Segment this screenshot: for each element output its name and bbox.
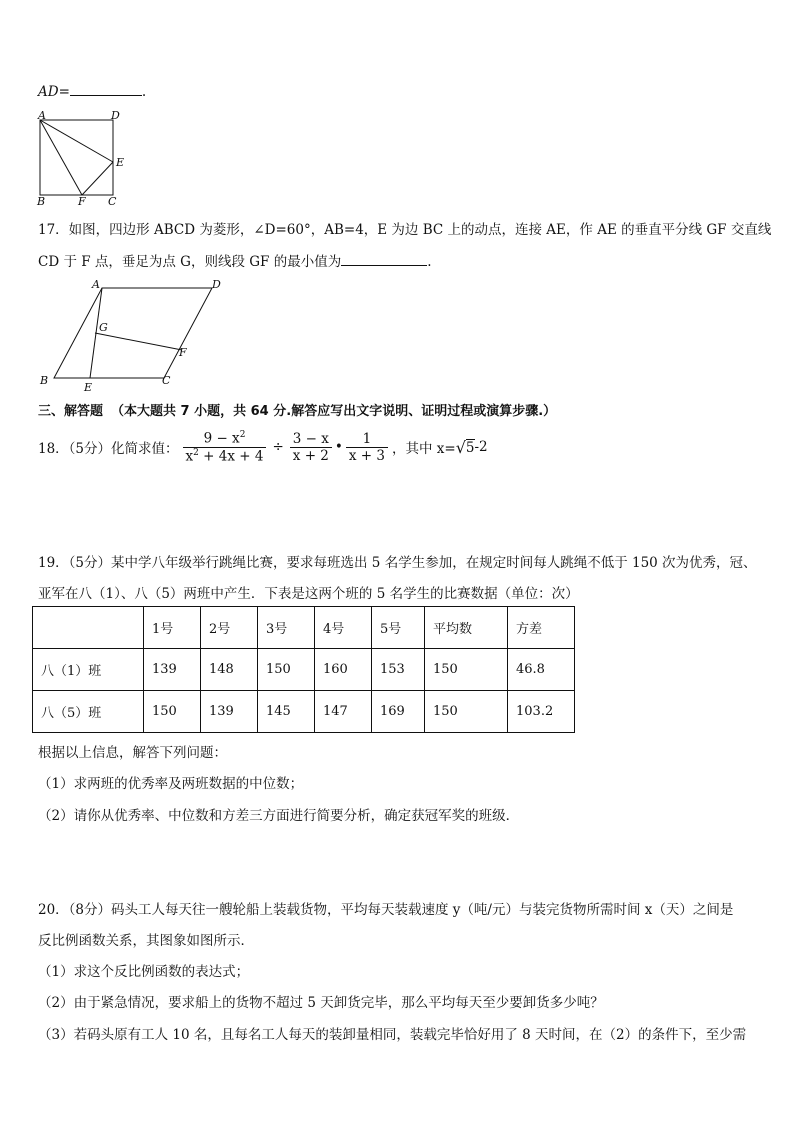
section-title: 三、解答题 [38,404,104,419]
segment-af [40,120,82,195]
q19-line2: 亚军在八（1）、八（5）两班中产生．下表是这两个班的 5 名学生的比赛数据（单位：次） [38,586,579,602]
segment-ef [82,162,113,195]
q18-fraction-3 [346,431,388,464]
q18-frac1-denominator: $x^2 + 4x + 4$ [183,447,267,465]
table-cell: 八（5）班 [33,691,144,733]
q20-subquestion-1: （1）求这个反比例函数的表达式； [38,964,250,980]
q17-line2-text: CD 于 F 点，垂足为点 G，则线段 GF 的最小值为 [38,254,342,270]
q18-divide-sign: ÷ [272,439,284,455]
label-e: E [116,156,125,169]
table-header-cell [33,607,144,649]
label-d: D [212,278,221,291]
table-header-cell: 平均数 [425,607,508,649]
q16-answer-line [38,83,146,100]
label-f: F [179,346,187,359]
table-cell: 145 [258,691,315,733]
q18-expression [38,430,488,464]
q18-frac1-numerator: $9 - x^2$ [203,430,246,447]
q16-period: . [141,84,147,100]
table-header-cell: 方差 [508,607,575,649]
segment-gf [95,333,182,350]
q18-fraction-2 [290,431,332,464]
q18-sqrt-value: 5 [465,439,475,456]
square-outline [40,120,113,195]
table-cell: 46.8 [508,649,575,691]
table-header-cell: 4号 [315,607,372,649]
label-c: C [108,195,117,205]
table-cell: 147 [315,691,372,733]
label-b: B [37,195,46,205]
table-cell: 169 [372,691,425,733]
label-d: D [111,110,120,122]
q19-line1: 19．（5分）某中学八年级举行跳绳比赛，要求每班选出 5 名学生参加，在规定时间每人跳绳不低于 150 次为优秀，冠、 [38,555,757,571]
table-header-cell: 5号 [372,607,425,649]
q20-line2: 反比例函数关系，其图象如图所示． [38,933,254,949]
q16-figure [32,110,132,205]
q18-suffix-b: -2 [474,439,488,455]
label-e: E [84,381,93,393]
q17-period: . [427,254,432,270]
sqrt-icon: √ [455,437,466,457]
q20-subquestion-3: （3）若码头原有工人 10 名，且每名工人每天的装卸量相同，装载完毕恰好用了 8 天时间，在（2）的条件下，至少需 [38,1027,747,1043]
q20-line1: 20．（8分）码头工人每天往一艘轮船上装载货物，平均每天装载速度 y（吨/元）与装完货物所需时间 x（天）之间是 [38,902,734,918]
q17-line2 [38,250,432,270]
table-header-row [33,607,575,649]
q18-fraction-1 [183,430,267,464]
table-cell: 八（1）班 [33,649,144,691]
table-header-cell: 2号 [201,607,258,649]
q18-frac2-denominator: x + 2 [290,447,332,464]
q18-dot: • [334,439,343,455]
q17-answer-blank[interactable] [341,253,427,266]
label-a: A [38,110,46,122]
table-cell: 150 [258,649,315,691]
section-note: （本大题共 7 小题，共 64 分.解答应写出文字说明、证明过程或演算步骤.） [111,404,557,419]
q18-prefix: 18．（5分）化简求值： [38,441,179,457]
q19-instructions: 根据以上信息，解答下列问题： [38,745,227,761]
table-cell: 150 [425,649,508,691]
label-b: B [40,374,49,387]
table-row [33,649,575,691]
table-cell: 160 [315,649,372,691]
q18-frac2-numerator: 3 − x [292,430,329,447]
q17-figure [36,278,236,393]
q16-answer-prefix: AD= [38,84,70,100]
label-f: F [78,195,86,205]
table-cell: 139 [144,649,201,691]
segment-ae [40,120,113,162]
q18-frac3-denominator: x + 3 [346,447,388,464]
label-a: A [92,278,100,291]
section-heading [38,400,556,419]
table-row [33,691,575,733]
table-header-cell: 1号 [144,607,201,649]
q19-subquestion-2: （2）请你从优秀率、中位数和方差三方面进行简要分析，确定获冠军奖的班级． [38,808,520,824]
q18-suffix: ，其中 x= [391,441,456,457]
q16-answer-blank[interactable] [70,83,142,96]
q19-data-table [32,606,575,733]
table-cell: 150 [144,691,201,733]
table-cell: 103.2 [508,691,575,733]
table-cell: 153 [372,649,425,691]
q19-subquestion-1: （1）求两班的优秀率及两班数据的中位数； [38,776,304,792]
table-cell: 139 [201,691,258,733]
rhombus-abcd [54,288,212,378]
label-g: G [99,321,108,334]
table-cell: 150 [425,691,508,733]
table-header-cell: 3号 [258,607,315,649]
q18-frac3-numerator: 1 [362,430,372,447]
q17-line1: 17．如图，四边形 ABCD 为菱形，∠D=60°，AB=4，E 为边 BC 上的动点，连接 AE，作 AE 的垂直平分线 GF 交直线 [38,222,772,238]
label-c: C [162,374,171,387]
q20-subquestion-2: （2）由于紧急情况，要求船上的货物不超过 5 天卸货完毕，那么平均每天至少要卸货多少吨？ [38,995,604,1011]
table-cell: 148 [201,649,258,691]
